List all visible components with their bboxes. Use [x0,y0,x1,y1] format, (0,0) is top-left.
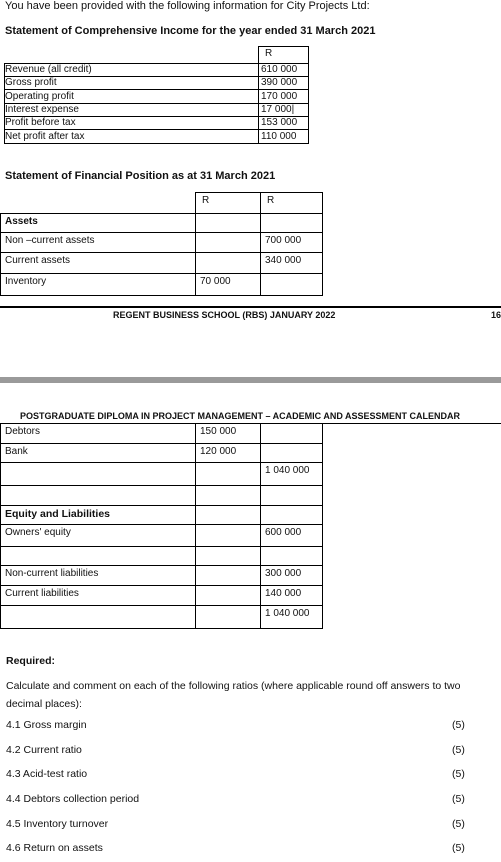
fp-current-liabilities-label: Current liabilities [0,585,196,606]
fp-assets-heading: Assets [0,213,196,233]
required-instruction-line2: decimal places): [6,698,82,710]
fp-owners-equity-value: 600 000 [260,524,323,547]
page-break-band [0,377,501,383]
fp-cell-empty [260,213,323,233]
ratio-item-label: 4.3 Acid-test ratio [6,768,88,780]
fp-cell-empty [260,505,323,525]
fp-cell-empty [195,585,261,606]
fp-cell-empty [195,565,261,586]
fp-non-current-assets-label: Non –current assets [0,232,196,253]
fp-cell-empty [0,605,196,629]
fp-cell-empty [195,505,261,525]
ratio-item-marks: (5) [452,768,465,780]
ratio-item-label: 4.4 Debtors collection period [6,793,140,805]
fp-cell-empty [260,546,323,566]
income-statement-title: Statement of Comprehensive Income for the year ended 31 March 2021 [5,25,376,37]
fp-cell-empty [260,443,323,463]
ratio-item-label: 4.5 Inventory turnover [6,818,109,830]
ratio-item-marks: (5) [452,818,465,830]
fp-cell-empty [260,273,323,296]
fp-header-r1: R [195,192,261,214]
fp-total-assets: 1 040 000 [260,462,323,486]
income-row-label: Interest expense [5,104,79,115]
income-row-label: Profit before tax [5,117,76,128]
required-instruction-line1: Calculate and comment on each of the following ratios (where applicable round off answers to two [6,680,461,692]
fp-debtors-value: 150 000 [195,423,261,444]
ratio-item-marks: (5) [452,793,465,805]
fp-current-liabilities-value: 140 000 [260,585,323,606]
income-row-value: 110 000 [261,131,297,142]
ratio-item-marks: (5) [452,842,465,854]
fp-cell-empty [260,423,323,444]
ratio-item-marks: (5) [452,744,465,756]
fp-cell-empty [195,213,261,233]
fp-cell-empty [0,462,196,486]
income-row-label: Revenue (all credit) [5,64,92,75]
income-row-label: Operating profit [5,91,74,102]
income-row-value: 170 000 [261,91,298,102]
income-row-line [4,129,309,130]
calendar-header-title: POSTGRADUATE DIPLOMA IN PROJECT MANAGEMENT – ACADEMIC AND ASSESSMENT CALENDAR [20,411,461,421]
fp-total-equity-liabilities: 1 040 000 [260,605,323,629]
required-heading: Required: [6,655,56,667]
fp-non-current-liabilities-label: Non-current liabilities [0,565,196,586]
fp-cell-empty [0,485,196,506]
fp-cell-empty [0,546,196,566]
footer-page-number: 16 [491,310,501,320]
fp-debtors-label: Debtors [0,423,196,444]
ratio-item-marks: (5) [452,719,465,731]
financial-position-title: Statement of Financial Position as at 31 March 2021 [5,170,276,182]
fp-non-current-assets-value: 700 000 [260,232,323,253]
fp-inventory-label: Inventory [0,273,196,296]
income-row-value: 153 000 [261,117,298,128]
ratio-item-label: 4.1 Gross margin [6,719,87,731]
fp-cell-empty [195,524,261,547]
fp-cell-empty [195,232,261,253]
fp-header-r2: R [260,192,323,214]
income-row-value: 17 000| [261,104,295,115]
income-row-value: 390 000 [261,77,298,88]
fp-cell-empty [195,462,261,486]
fp-equity-heading: Equity and Liabilities [0,505,196,525]
fp-cell-empty [260,485,323,506]
income-row-line [4,89,309,90]
fp-cell-empty [195,485,261,506]
fp-inventory-value: 70 000 [195,273,261,296]
ratio-item-label: 4.2 Current ratio [6,744,82,756]
intro-text: You have been provided with the following information for City Projects Ltd: [5,0,370,12]
footer-rule [0,306,501,308]
fp-current-assets-label: Current assets [0,252,196,274]
fp-cell-empty [195,605,261,629]
fp-bank-value: 120 000 [195,443,261,463]
income-value-header: R [265,48,273,59]
fp-current-assets-value: 340 000 [260,252,323,274]
income-row-label: Gross profit [5,77,57,88]
income-row-value: 610 000 [261,64,298,75]
income-row-label: Net profit after tax [5,131,85,142]
fp-non-current-liabilities-value: 300 000 [260,565,323,586]
footer-school: REGENT BUSINESS SCHOOL (RBS) JANUARY 2022 [113,310,336,320]
fp-owners-equity-label: Owners' equity [0,524,196,547]
fp-bank-label: Bank [0,443,196,463]
fp-cell-empty [195,252,261,274]
ratio-item-label: 4.6 Return on assets [6,842,103,854]
fp-cell-empty [195,546,261,566]
